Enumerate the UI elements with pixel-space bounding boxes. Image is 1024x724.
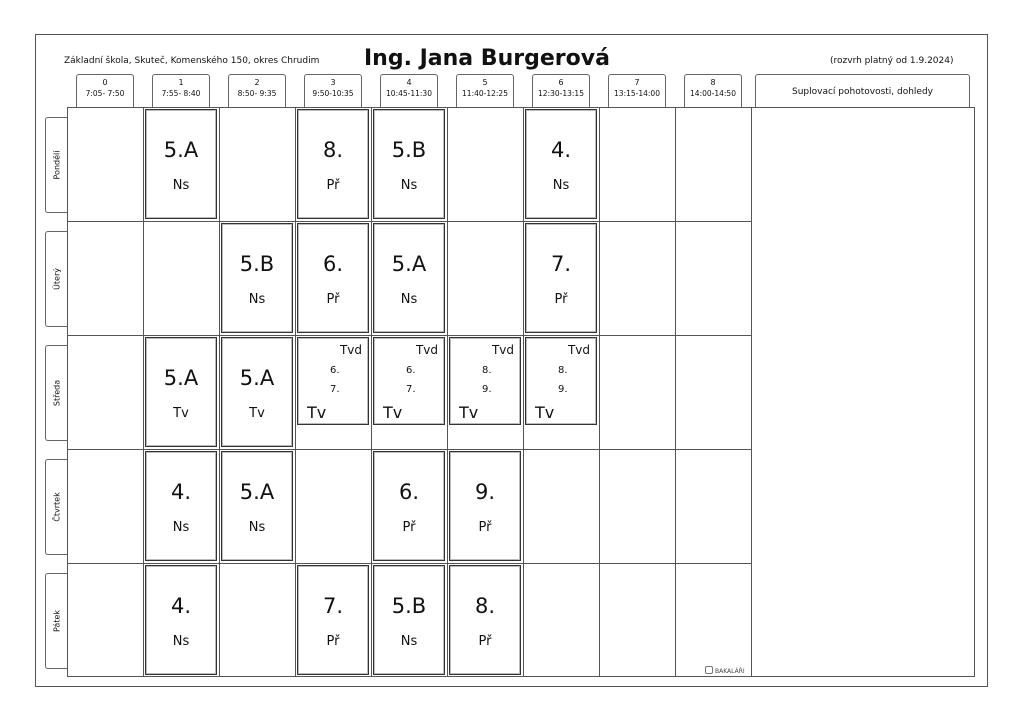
day-label: Pátek: [52, 609, 62, 633]
lesson-subject: Př: [326, 634, 340, 649]
period-time: 9:50-10:35: [312, 89, 354, 98]
lesson-cell[interactable]: [145, 565, 217, 675]
lesson-class: 7.: [406, 384, 416, 395]
grid-column-line: [523, 107, 524, 677]
lesson-class: 7.: [330, 384, 340, 395]
period-time: 14:00-14:50: [690, 89, 736, 98]
day-header: [45, 117, 68, 213]
period-number: 2: [254, 78, 260, 87]
lesson-class: 8.: [322, 138, 344, 162]
lesson-room: Tvd: [491, 343, 514, 357]
period-time: 8:50- 9:35: [237, 89, 277, 98]
lesson-cell[interactable]: [373, 565, 445, 675]
period-time: 12:30-13:15: [538, 89, 584, 98]
lesson-subject: Ns: [552, 178, 570, 193]
lesson-class: 6.: [398, 480, 420, 504]
lesson-subject: Ns: [172, 178, 190, 193]
grid-column-line: [675, 107, 676, 677]
lesson-class: 5.B: [239, 252, 275, 276]
group-lesson-cell[interactable]: [449, 337, 521, 425]
period-header: [532, 74, 590, 108]
grid-column-line: [143, 107, 144, 677]
lesson-subject: Př: [402, 520, 416, 535]
grid-column-line: [447, 107, 448, 677]
lesson-class: 8.: [558, 365, 568, 376]
bakalari-logo: [705, 666, 745, 676]
lesson-subject: Př: [326, 292, 340, 307]
period-time: 7:55- 8:40: [161, 89, 201, 98]
lesson-class: 9.: [482, 384, 492, 395]
period-header: [304, 74, 362, 108]
lesson-subject: Př: [326, 178, 340, 193]
extra-column-label: Suplovací pohotovosti, dohledy: [791, 87, 934, 97]
period-header: [380, 74, 438, 108]
lesson-class: 5.B: [391, 594, 427, 618]
lesson-class: 9.: [474, 480, 496, 504]
period-header: [76, 74, 134, 108]
lesson-cell[interactable]: [449, 451, 521, 561]
period-time: 10:45-11:30: [386, 89, 432, 98]
lesson-subject: Tv: [249, 406, 265, 421]
grid-column-line: [371, 107, 372, 677]
day-header: [45, 573, 68, 669]
day-header: [45, 345, 68, 441]
lesson-cell[interactable]: [525, 109, 597, 219]
period-header: [456, 74, 514, 108]
teacher-name: Ing. Jana Burgerová: [364, 46, 610, 71]
lesson-subject: Ns: [248, 292, 266, 307]
period-time: 11:40-12:25: [462, 89, 508, 98]
period-number: 7: [634, 78, 640, 87]
bakalari-icon: [705, 666, 713, 674]
lesson-subject: Tv: [307, 403, 327, 422]
lesson-subject: Ns: [400, 634, 418, 649]
day-label: Středa: [52, 379, 62, 407]
group-lesson-cell[interactable]: [373, 337, 445, 425]
lesson-cell[interactable]: [373, 223, 445, 333]
day-label: Pondělí: [52, 150, 62, 180]
lesson-class: 5.A: [163, 366, 199, 390]
lesson-subject: Ns: [400, 178, 418, 193]
lesson-subject: Tv: [459, 403, 479, 422]
lesson-cell[interactable]: [297, 223, 369, 333]
lesson-cell[interactable]: [449, 565, 521, 675]
lesson-cell[interactable]: [221, 337, 293, 447]
lesson-class: 4.: [170, 594, 192, 618]
group-lesson-cell[interactable]: [525, 337, 597, 425]
lesson-cell[interactable]: [525, 223, 597, 333]
period-number: 1: [178, 78, 184, 87]
grid-column-line: [219, 107, 220, 677]
lesson-class: 7.: [550, 252, 572, 276]
lesson-class: 5.A: [163, 138, 199, 162]
lesson-room: Tvd: [415, 343, 438, 357]
lesson-class: 5.A: [391, 252, 427, 276]
lesson-subject: Př: [554, 292, 568, 307]
grid-column-line: [295, 107, 296, 677]
brand-label: BAKALÁŘI: [715, 668, 745, 675]
period-header: [228, 74, 286, 108]
lesson-subject: Ns: [400, 292, 418, 307]
lesson-class: 5.A: [239, 366, 275, 390]
lesson-class: 6.: [322, 252, 344, 276]
day-label: Čtvrtek: [52, 492, 62, 522]
lesson-class: 8.: [482, 365, 492, 376]
lesson-cell[interactable]: [145, 451, 217, 561]
lesson-cell[interactable]: [145, 109, 217, 219]
lesson-subject: Tv: [173, 406, 189, 421]
lesson-subject: Př: [478, 520, 492, 535]
grid-column-line: [599, 107, 600, 677]
lesson-subject: Ns: [248, 520, 266, 535]
lesson-class: 5.B: [391, 138, 427, 162]
validity-note: (rozvrh platný od 1.9.2024): [830, 56, 954, 66]
lesson-subject: Př: [478, 634, 492, 649]
lesson-room: Tvd: [567, 343, 590, 357]
grid-column-line: [751, 107, 752, 677]
lesson-class: 6.: [406, 365, 416, 376]
lesson-cell[interactable]: [145, 337, 217, 447]
lesson-class: 5.A: [239, 480, 275, 504]
lesson-class: 7.: [322, 594, 344, 618]
lesson-class: 8.: [474, 594, 496, 618]
period-number: 3: [330, 78, 336, 87]
lesson-cell[interactable]: [373, 451, 445, 561]
period-header: [608, 74, 666, 108]
lesson-subject: Ns: [172, 634, 190, 649]
lesson-class: 4.: [170, 480, 192, 504]
lesson-subject: Tv: [535, 403, 555, 422]
grid-row-line: [67, 449, 751, 450]
period-number: 6: [558, 78, 564, 87]
day-label: Úterý: [52, 268, 62, 290]
grid-row-line: [67, 563, 751, 564]
lesson-cell[interactable]: [373, 109, 445, 219]
lesson-cell[interactable]: [297, 109, 369, 219]
day-header: [45, 231, 68, 327]
day-header: [45, 459, 68, 555]
lesson-subject: Tv: [383, 403, 403, 422]
lesson-class: 9.: [558, 384, 568, 395]
period-time: 13:15-14:00: [614, 89, 660, 98]
grid-row-line: [67, 335, 751, 336]
grid-row-line: [67, 221, 751, 222]
lesson-room: Tvd: [339, 343, 362, 357]
period-time: 7:05- 7:50: [85, 89, 125, 98]
period-number: 5: [482, 78, 488, 87]
lesson-cell[interactable]: [221, 451, 293, 561]
lesson-subject: Ns: [172, 520, 190, 535]
period-number: 0: [102, 78, 108, 87]
period-header: [152, 74, 210, 108]
group-lesson-cell[interactable]: [297, 337, 369, 425]
lesson-class: 6.: [330, 365, 340, 376]
lesson-cell[interactable]: [221, 223, 293, 333]
school-name: Základní škola, Skuteč, Komenského 150, okres Chrudim: [64, 56, 320, 66]
lesson-cell[interactable]: [297, 565, 369, 675]
period-number: 4: [406, 78, 412, 87]
period-number: 8: [710, 78, 716, 87]
extra-column-header: [755, 74, 970, 108]
lesson-class: 4.: [550, 138, 572, 162]
period-header: [684, 74, 742, 108]
